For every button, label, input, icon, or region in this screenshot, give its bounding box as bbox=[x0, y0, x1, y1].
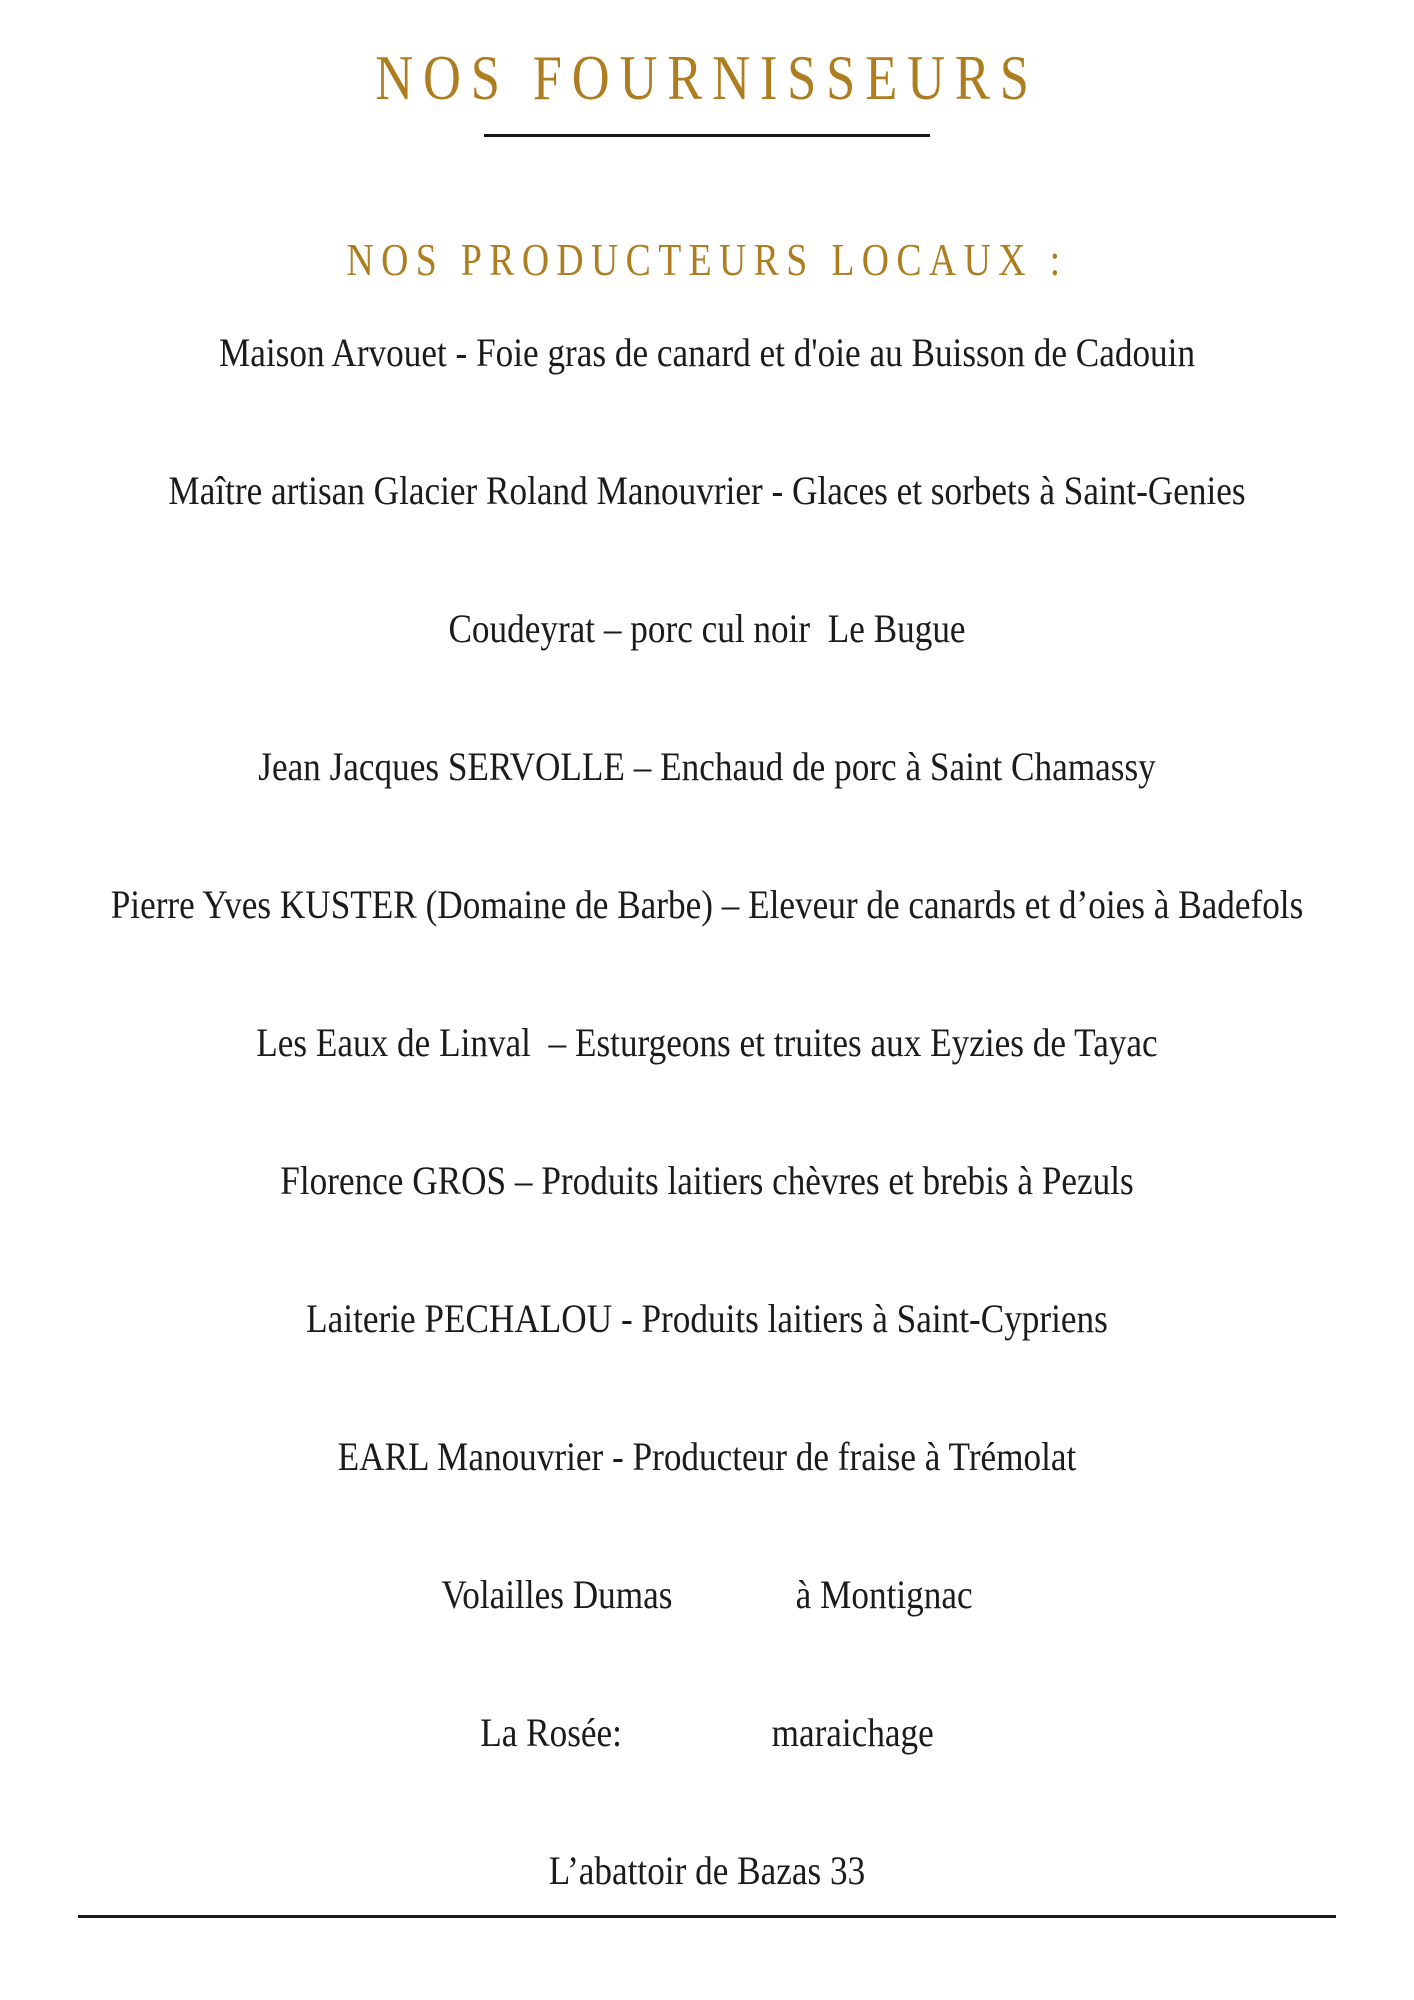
supplier-line: Laiterie PECHALOU - Produits laitiers à Saint-Cypriens bbox=[306, 1296, 1108, 1341]
supplier-list bbox=[0, 330, 1414, 1893]
page-title: NOS FOURNISSEURS bbox=[375, 42, 1039, 113]
supplier-line: Coudeyrat – porc cul noir Le Bugue bbox=[448, 606, 966, 651]
title-underline bbox=[484, 134, 930, 137]
supplier-line: Les Eaux de Linval – Esturgeons et truites aux Eyzies de Tayac bbox=[256, 1020, 1158, 1065]
supplier-line: L’abattoir de Bazas 33 bbox=[548, 1848, 866, 1893]
supplier-line: EARL Manouvrier - Producteur de fraise à Trémolat bbox=[337, 1434, 1077, 1479]
footer-divider bbox=[78, 1915, 1336, 1918]
supplier-line: Pierre Yves KUSTER (Domaine de Barbe) – Eleveur de canards et d’oies à Badefols bbox=[110, 882, 1304, 927]
section-heading-local-producers: NOS PRODUCTEURS LOCAUX : bbox=[346, 234, 1068, 285]
supplier-line: Maître artisan Glacier Roland Manouvrier - Glaces et sorbets à Saint-Genies bbox=[168, 468, 1246, 513]
supplier-line: Maison Arvouet - Foie gras de canard et d'oie au Buisson de Cadouin bbox=[218, 330, 1196, 375]
supplier-line: Jean Jacques SERVOLLE – Enchaud de porc à Saint Chamassy bbox=[258, 744, 1156, 789]
page-header bbox=[0, 42, 1414, 137]
supplier-line: Volailles Dumas à Montignac bbox=[441, 1572, 973, 1617]
supplier-line: Florence GROS – Produits laitiers chèvres et brebis à Pezuls bbox=[280, 1158, 1134, 1203]
supplier-line: La Rosée: maraichage bbox=[480, 1710, 934, 1755]
